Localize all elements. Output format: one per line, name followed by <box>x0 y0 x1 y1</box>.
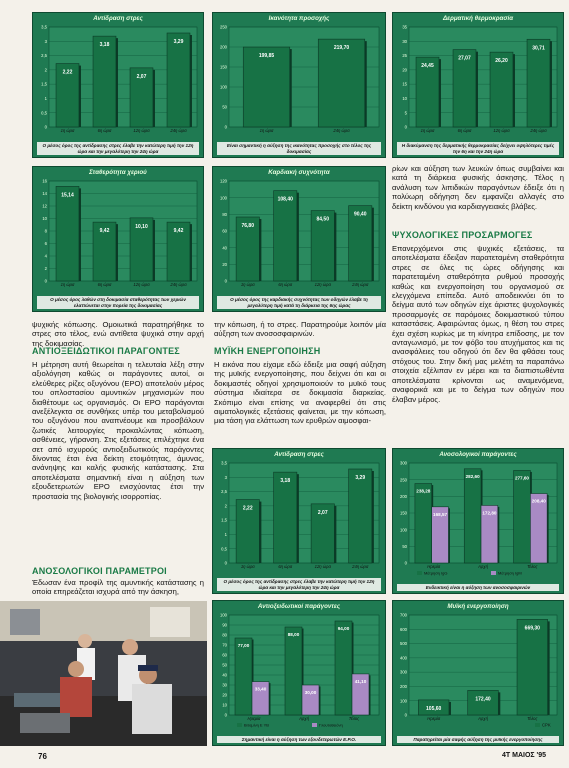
x-tick-label: Ηρεμία <box>247 716 261 721</box>
y-tick-label: 0 <box>404 712 407 718</box>
y-tick-label: 8 <box>44 228 47 234</box>
bar-value-label: 219,70 <box>333 45 350 52</box>
x-tick-label: 12η ώρα <box>314 282 331 287</box>
y-tick-label: 2 <box>44 67 47 73</box>
y-tick-label: 3,5 <box>41 24 47 30</box>
bar <box>274 472 297 563</box>
y-tick-label: 4 <box>44 253 47 259</box>
legend-label: Βιταμίνη Ε ΥΒ <box>244 722 269 728</box>
chart-svg <box>213 13 385 157</box>
x-tick-label: 24η ώρα <box>352 282 369 287</box>
legend-label: Μέτρηση IgM <box>498 570 522 576</box>
y-tick-label: 20 <box>402 67 407 73</box>
y-tick-label: 80 <box>222 211 227 217</box>
y-tick-label: 1 <box>224 532 227 538</box>
y-tick-label: 150 <box>400 510 407 516</box>
bar-value-label: 3,29 <box>355 475 366 481</box>
bar-value-label: 10,10 <box>135 223 148 230</box>
bar <box>527 39 550 127</box>
x-tick-label: 12η ώρα <box>133 282 150 287</box>
psycho-paragraph: Επανερχόμενοι στις ψυχικές εξετάσεις, τα αποτελέσματα έδειξαν παρατεταμένη σταθερότητα στρες σε όλες τις ώρες οδήγησης και παρατεταμένη σταθερότητα ρυθμού προσοχής καθώς και ενεργοποίηση του οργανισμού σε ελεγχόμενα επίπεδα. Αυτό αποδεικνύει ότι το δείγμα αυτό των οδηγών είχε άριστες ψυχολογικές προσαρμογές σε παρόμοιες δοκιμαστικού τύπου καταστάσεις. Αφαιρώντας όμως, η θέση του στρες έχει σχέση κυρίως με τη κίνητρα επίδοσης, με τον ανταγωνισμό, με τον φόβο του ατυχήματος και τις ανασφάλειες του οδηγού ότι δεν θα φθάσει τους στόχους του. Στην δική μας μελέτη τα παραπάνω στοιχεία εξέλιπαν εν μέρει και τα διαπιστωθέντα αποτελέσματα κρίνονται ως αναμενόμενα, αναφορικά και με το δείγμα των οδηγών που έλαβαν μέρος. <box>392 244 564 404</box>
y-tick-label: 6 <box>44 241 47 247</box>
x-tick-label: 12η ώρα <box>133 128 150 133</box>
x-tick-label: Αρχή <box>478 716 488 721</box>
y-tick-label: 150 <box>220 64 227 70</box>
y-tick-label: 120 <box>220 178 227 184</box>
x-tick-label: 6η ώρα <box>97 128 112 133</box>
y-tick-label: 0 <box>404 560 407 566</box>
bar-value-label: 3,18 <box>280 478 291 485</box>
y-tick-label: 0 <box>44 278 47 284</box>
y-tick-label: 12 <box>42 203 47 209</box>
chart-title: Αντίδραση στρες <box>274 451 324 458</box>
bar-value-label: 3,18 <box>99 42 110 49</box>
bar-value-label: 199,85 <box>258 53 275 60</box>
y-tick-label: 200 <box>220 44 227 50</box>
y-tick-label: 40 <box>222 672 227 678</box>
bar-value-label: 24,45 <box>421 63 434 70</box>
x-tick-label: 24η ώρα <box>170 128 187 133</box>
y-tick-label: 3,5 <box>221 460 227 466</box>
heading-psycho: ΨΥΧΟΛΟΓΙΚΕΣ ΠΡΟΣΑΡΜΟΓΕΣ <box>392 230 533 240</box>
bar-value-label: 2,07 <box>317 509 328 516</box>
bar-value-label: 94,00 <box>337 626 350 631</box>
y-tick-label: 35 <box>402 24 407 30</box>
bar-value-label: 88,00 <box>287 632 300 637</box>
y-tick-label: 2 <box>44 266 47 272</box>
x-tick-label: 1η ώρα <box>259 128 274 133</box>
y-tick-label: 15 <box>402 81 407 87</box>
y-tick-label: 16 <box>42 178 47 184</box>
chart-stress-top <box>32 12 204 158</box>
chart-skin-temp <box>392 12 564 158</box>
chart-title: Αντίδραση στρες <box>93 15 143 22</box>
bar-value-label: 168,57 <box>433 511 448 517</box>
chart-stress-repeat <box>212 448 386 594</box>
y-tick-label: 0 <box>404 124 407 130</box>
bar <box>349 469 372 563</box>
chart-title: Δερματική θερμοκρασία <box>442 15 514 22</box>
chart-caption: Ο μέσος όρος της αντίδρασης στρες έλαβε την κατώτερη τιμή την 12η ώρα και την μεγαλύτερη την 24η ώρα <box>37 142 199 155</box>
y-tick-label: 100 <box>400 698 407 704</box>
legend-label: Γλουταθειόνη <box>319 722 343 728</box>
bar-value-label: 2,07 <box>136 73 147 80</box>
y-tick-label: 30 <box>222 682 227 688</box>
y-tick-label: 60 <box>222 228 227 234</box>
y-tick-label: 0,5 <box>221 546 227 552</box>
y-tick-label: 1,5 <box>221 517 227 523</box>
x-tick-label: Ηρεμία <box>427 564 441 569</box>
heading-immuno: ΑΝΟΣΟΛΟΓΙΚΟΙ ΠΑΡΑΜΕΤΡΟΙ <box>32 566 167 576</box>
immuno-paragraph: Έδωσαν ένα προφίλ της αμυντικής κατάστασης η οποία επηρεάζεται ισχυρά από την άσκηση, <box>32 578 204 597</box>
x-tick-label: 24η ώρα <box>530 128 547 133</box>
y-tick-label: 100 <box>220 84 227 90</box>
x-tick-label: Αρχή <box>299 716 309 721</box>
bar <box>318 39 365 127</box>
bar-value-label: 2,22 <box>242 505 253 512</box>
chart-svg <box>393 13 563 157</box>
bar-value-label: 76,80 <box>241 223 255 229</box>
chart-title: Σταθερότητα χεριού <box>89 169 147 176</box>
page-number: 76 <box>38 752 47 761</box>
x-tick-label: 1η ώρα <box>240 282 255 287</box>
chart-caption: Η διακύμανση της δερματικής θερμοκρασίας δείχνει υψηλότερες τιμές την 6η και την 24η ώρα <box>397 142 559 155</box>
chart-attention <box>212 12 386 158</box>
bar <box>464 469 481 563</box>
heading-antioxid: ΑΝΤΙΟΞΕΙΔΩΤΙΚΟΙ ΠΑΡΑΓΟΝΤΕΣ <box>32 346 180 356</box>
bar <box>530 494 547 563</box>
y-tick-label: 300 <box>400 460 407 466</box>
y-tick-label: 400 <box>400 655 407 661</box>
y-tick-label: 700 <box>400 612 407 618</box>
chart-caption: Είναι σημαντική η αύξηση της ικανότητας προσοχής στο τέλος της δοκιμασίας <box>217 142 381 155</box>
legend-swatch <box>237 723 242 727</box>
y-tick-label: 200 <box>400 493 407 499</box>
y-tick-label: 2 <box>224 503 227 509</box>
y-tick-label: 25 <box>402 53 407 59</box>
chart-title: Ικανότητα προσοχής <box>268 15 330 22</box>
bar <box>514 470 531 563</box>
y-tick-label: 5 <box>404 110 407 116</box>
bar-value-label: 27,07 <box>458 55 471 62</box>
x-tick-label: 6η ώρα <box>457 128 472 133</box>
y-tick-label: 600 <box>400 626 407 632</box>
x-tick-label: Αρχή <box>478 564 488 569</box>
chart-heart-rate <box>212 166 386 312</box>
x-tick-label: 24η ώρα <box>352 564 369 569</box>
y-tick-label: 50 <box>402 543 407 549</box>
y-tick-label: 0 <box>224 124 227 130</box>
bar-value-label: 277,60 <box>514 475 530 481</box>
x-tick-label: Τέλος <box>348 716 360 721</box>
x-tick-label: 6η ώρα <box>278 282 293 287</box>
legend-label: Μέτρηση IgG <box>424 570 448 576</box>
chart-caption: Ο μέσος όρος της αντίδρασης στρες έλαβε την κατώτερη τιμή την 12η ώρα και την μεγαλύτερη την 24η ώρα <box>217 578 381 591</box>
legend-swatch <box>312 723 317 727</box>
y-tick-label: 500 <box>400 641 407 647</box>
y-tick-label: 40 <box>222 245 227 251</box>
chart-immuno <box>392 448 564 594</box>
bar-value-label: 33,40 <box>254 686 267 692</box>
y-tick-label: 20 <box>222 692 227 698</box>
legend-label: CPK <box>542 722 551 728</box>
bar-value-label: 9,42 <box>99 228 110 235</box>
y-tick-label: 100 <box>400 527 407 533</box>
col1-top-text: ψυχικής κόπωσης. Ομοιωτικά παρατηρήθηκε το στρες στο τέλος, ενώ αντίθετα ψυχικά στην αρχή της δοκιμασίας. <box>32 320 204 348</box>
chart-caption: Ο μέσος όρος της καρδιακής συχνότητας των οδηγών έλαβε τη μεγαλύτερη τιμή κατά τη διάρκεια της 6ης ώρας <box>217 296 381 309</box>
chart-hand-stability <box>32 166 204 312</box>
x-tick-label: 12η ώρα <box>314 564 331 569</box>
bar-value-label: 3,29 <box>173 39 184 45</box>
bar <box>285 627 302 715</box>
y-tick-label: 14 <box>42 191 47 197</box>
y-tick-label: 1,5 <box>41 81 47 87</box>
antioxid-paragraph: Η μέτρηση αυτή θεωρείται η τελευταία λέξη στην αξιολόγηση καθώς οι παράγοντες αυτοί, οι ελεύθερες ρίζες οξυγόνου (ΕΡΟ) αποτελούν μέρος του οπλοστασίου αμυντικών μηχανισμών που διαθέτουμε ως οργανισμός. Οι ΕΡΟ παράγονται ανεξέλεγκτα σε συνθήκες υπέρ του μεταβολισμού του οξυγόνου που αναπνέουμε και προσβάλουν ζωτικές λειτουργίες προκαλώντας κόπωση, ασθένειες, γήρανση. Στις εξετάσεις επιλέχτηκε ένα σετ από ισχυρούς αντιοξειδωτικούς παράγοντες δίνοντας έτσι ένα δείκτη ετοιμότητας, άμυνας, ανάνηψης και καλής φυσικής κατάστασης. Στα αποτελέσματα σημαντική είναι η αύξηση των εξουδετερωτών ΕΡΟ ενισχύοντας έτσι την προστασία της βιολογικής ισορροπίας. <box>32 360 204 501</box>
bar <box>415 484 432 563</box>
bar <box>56 186 79 281</box>
chart-svg <box>33 167 203 311</box>
y-tick-label: 3 <box>224 474 227 480</box>
y-tick-label: 90 <box>222 622 227 628</box>
bar-value-label: 238,28 <box>416 488 431 494</box>
bar-value-label: 208,40 <box>531 498 546 504</box>
y-tick-label: 50 <box>222 104 227 110</box>
y-tick-label: 0 <box>44 124 47 130</box>
chart-svg <box>393 601 563 745</box>
bar <box>468 690 499 715</box>
chart-svg <box>213 167 385 311</box>
x-tick-label: 6η ώρα <box>97 282 112 287</box>
y-tick-label: 300 <box>400 669 407 675</box>
bar-value-label: 2,22 <box>62 69 73 76</box>
y-tick-label: 0 <box>224 278 227 284</box>
footer-issue: 4T ΜΑΙΟΣ '95 <box>502 752 546 759</box>
chart-caption: Ο μέσος όρος λαθών στη δοκιμασία σταθερότητας των χεριών ελαττώνεται στην πορεία της δοκιμασίας <box>37 296 199 309</box>
col3-top-text: ρίων και αύξηση των λευκών όπως συμβαίνει και κατά τη διάρκεια φυσικής άσκησης. Τέλος η ανάλυση των λιπιδικών παραγόντων έδειξε ότι η πολύωρη οδήγηση δεν εμφανίζει αλλαγές στο δείκτη κινδύνου για καρδιαγγειακές βλάβες. <box>392 164 564 211</box>
x-tick-label: 24η ώρα <box>333 128 350 133</box>
y-tick-label: 0 <box>224 560 227 566</box>
y-tick-label: 100 <box>220 195 227 201</box>
x-tick-label: 1η ώρα <box>420 128 435 133</box>
chart-svg <box>213 601 385 745</box>
chart-title: Ανοσολογικοί παράγοντες <box>439 451 517 458</box>
bar-value-label: 172,40 <box>475 696 491 703</box>
bar-value-label: 669,30 <box>524 625 540 632</box>
x-tick-label: Ηρεμία <box>427 716 441 721</box>
bar-value-label: 26,20 <box>495 58 508 65</box>
y-tick-label: 30 <box>402 38 407 44</box>
bar-value-label: 84,50 <box>316 216 330 223</box>
y-tick-label: 70 <box>222 642 227 648</box>
x-tick-label: 1η ώρα <box>60 128 75 133</box>
bar-value-label: 172,80 <box>482 510 497 516</box>
y-tick-label: 3 <box>44 38 47 44</box>
heading-muscle: ΜΥΪΚΗ ΕΝΕΡΓΟΠΟΙΗΣΗ <box>214 346 321 356</box>
chart-muscle <box>392 600 564 746</box>
x-tick-label: 12η ώρα <box>493 128 510 133</box>
y-tick-label: 250 <box>400 477 407 483</box>
x-tick-label: 1η ώρα <box>60 282 75 287</box>
y-tick-label: 60 <box>222 652 227 658</box>
chart-title: Αντιοξειδωτικοί παράγοντες <box>257 603 341 610</box>
legend-swatch <box>535 723 540 727</box>
x-tick-label: 24η ώρα <box>170 282 187 287</box>
bar <box>517 619 548 715</box>
bar-value-label: 77,00 <box>237 643 250 648</box>
chart-caption: Ενδεικτική είναι η αύξηση των ανοσοσφαιρινών <box>397 584 559 591</box>
bar-value-label: 15,14 <box>61 192 74 199</box>
col2-top-text: την κόπωση, ή το στρες. Παρατηρούμε λοιπόν μία αύξηση των ανοσοσφαιρινών. <box>214 320 386 339</box>
bar-value-label: 41,10 <box>354 678 367 684</box>
y-tick-label: 2,5 <box>41 53 47 59</box>
y-tick-label: 20 <box>222 261 227 267</box>
y-tick-label: 10 <box>42 216 47 222</box>
chart-title: Μυϊκή ενεργοποίηση <box>447 603 509 610</box>
bar <box>93 36 116 127</box>
chart-svg <box>393 449 563 593</box>
y-tick-label: 100 <box>220 612 227 618</box>
bar-value-label: 282,60 <box>465 473 480 479</box>
x-tick-label: 1η ώρα <box>240 564 255 569</box>
x-tick-label: Τέλος <box>527 716 538 721</box>
photo-drivers-testing <box>0 601 207 746</box>
bar <box>235 638 252 715</box>
chart-svg <box>33 13 203 157</box>
bar-value-label: 90,40 <box>353 211 367 218</box>
x-tick-label: 6η ώρα <box>278 564 293 569</box>
chart-caption: Παρατηρείται μία σαφής αύξηση της μυϊκής ενεργοποίησης <box>397 736 559 743</box>
chart-antioxid <box>212 600 386 746</box>
y-tick-label: 200 <box>400 684 407 690</box>
bar <box>167 33 190 127</box>
bar-value-label: 9,42 <box>173 228 184 235</box>
bar-value-label: 108,40 <box>277 196 293 203</box>
y-tick-label: 250 <box>220 24 227 30</box>
legend-swatch <box>491 571 496 575</box>
y-tick-label: 2,5 <box>221 489 227 495</box>
chart-title: Καρδιακή συχνότητα <box>268 169 330 176</box>
y-tick-label: 10 <box>402 96 407 102</box>
chart-caption: Σημαντική είναι η αύξηση των εξουδετερωτών Ε.Ρ.Ο. <box>217 736 381 743</box>
y-tick-label: 50 <box>222 662 227 668</box>
y-tick-label: 10 <box>222 702 227 708</box>
bar-value-label: 30,71 <box>532 45 545 52</box>
x-tick-label: Τέλος <box>527 564 538 569</box>
chart-svg <box>213 449 385 593</box>
y-tick-label: 80 <box>222 632 227 638</box>
y-tick-label: 1 <box>44 96 47 102</box>
bar <box>335 621 352 715</box>
bar-value-label: 30,00 <box>304 690 317 695</box>
legend-swatch <box>417 571 422 575</box>
y-tick-label: 0 <box>224 712 227 718</box>
bar <box>274 191 297 281</box>
y-tick-label: 0,5 <box>41 110 47 116</box>
bar-value-label: 105,60 <box>426 705 442 712</box>
muscle-paragraph: Η εικόνα που είχαμε εδώ έδειξε μια σαφή αύξηση της μυϊκής ενεργοποίησης, που δείχνει ότι και οι δοκιμαστές οδηγοί χρησιμοποιούν το μυϊκό τους σύστημα ιδιαίτερα σε δοκιμασία διαρκείας. Σκόπιμο είναι επίσης να αναφερθεί ότι στις αιματολογικές εξετάσεις φαίνεται, με την κόπωση, μια τάση για ελάττωση των ερυθρών αιμοσφαι- <box>214 360 386 426</box>
